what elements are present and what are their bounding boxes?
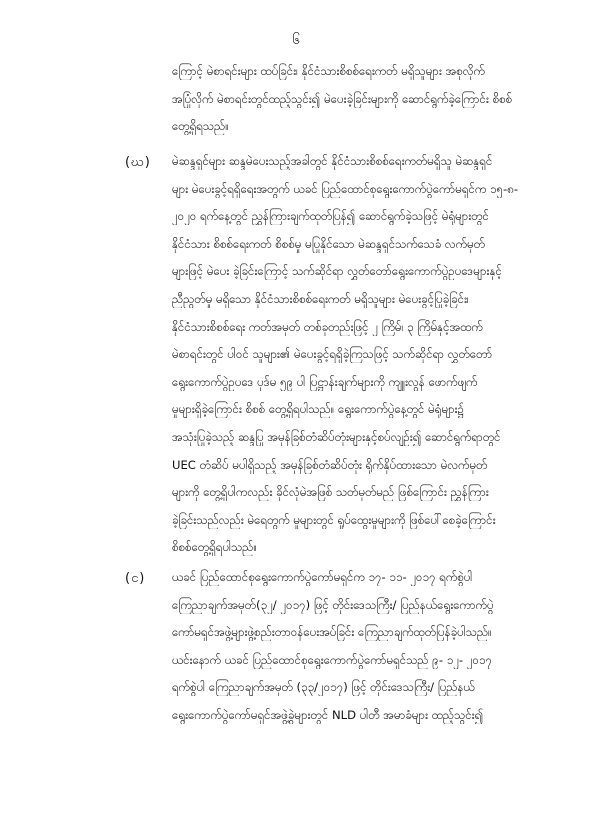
paragraph-line: ၂၀၂၀ ရက်နေ့တွင် ညွှန်ကြားချက်ထုတ်ပြန်၍ ဆောင်ရွက်ခဲ့သဖြင့် မဲရုံများတွင် — [172, 209, 489, 224]
paragraph-line: ကြောင့် မဲစာရင်းများ ထပ်ခြင်း၊ နိုင်ငံသားစိစစ်ရေးကတ် မရှိသူများ အစုလိုက် — [172, 64, 485, 78]
paragraph-line: ရွေးကောက်ပွဲဥပဒေ ပုဒ်မ ၅၉ ပါ ပြဋ္ဌာန်းချက်များကို ကျူးလွန် ဖောက်ဖျက် — [172, 374, 478, 389]
paragraph-line: မဲစာရင်းတွင် ပါဝင် သူများ၏ မဲပေးခွင့်ရရှိခဲ့ကြသဖြင့် သက်ဆိုင်ရာ လွှတ်တော် — [172, 347, 493, 362]
paragraph-line: အသုံးပြုခဲ့သည့် ဆန္ဒပြု အမှန်ခြစ်တံဆိပ်တုံးများနှင့်စပ်လျဉ်း၍ ဆောင်ရွက်ရာတွင် — [172, 430, 501, 444]
paragraph-line: ကြေညာချက်အမှတ်(၃၂/ ၂၀၁၇) ဖြင့် တိုင်းဒေသကြီး/ ပြည်နယ်ရွေးကောက်ပွဲ — [172, 597, 494, 612]
paragraph-line: မှုများရှိခဲ့ကြောင်း စိစစ် တွေ့ရှိရပါသည်။ ရွေးကောက်ပွဲနေ့တွင် မဲရုံများ၌ — [172, 402, 465, 417]
paragraph-line: အပြုံလိုက် မဲစာရင်းတွင်ထည့်သွင်း၍ မဲပေးခဲ့ခြင်းများကို ဆောင်ရွက်ခဲ့ကြောင်း စိစစ် — [172, 91, 513, 106]
paragraph-line: UEC တံဆိပ် မပါရှိသည့် အမှန်ခြစ်တံဆိပ်တုံး ရိုက်နှိပ်ထားသော မဲလက်မှတ် — [172, 457, 488, 472]
paragraph-line: နိုင်ငံသား စိစစ်ရေးကတ် စိစစ်မှု မပြုနိုင်သော မဲဆန္ဒရှင်သက်သေခံ လက်မှတ် — [172, 236, 486, 251]
paragraph-line: ယခင် ပြည်ထောင်စုရွေးကောက်ပွဲကော်မရှင်က ၁၇- ၁၁- ၂၀၁၇ ရက်စွဲပါ — [172, 570, 473, 584]
paragraph-label: (င) — [125, 571, 146, 586]
paragraph-line: တွေ့ရှိရသည်။ — [172, 119, 229, 133]
page-number: ၆ — [292, 33, 300, 48]
paragraph-line: မဲဆန္ဒရှင်များ ဆန္ဒမဲပေးသည့်အခါတွင် နိုင်ငံသားစိစစ်ရေးကတ်မရှိသူ မဲဆန္ဒရှင် — [172, 154, 493, 168]
paragraph-line: များ မဲပေးခွင့်ရရှိရေးအတွက် ယခင် ပြည်ထောင်စုရွေးကောက်ပွဲကော်မရှင်က ၁၅-၈- — [172, 181, 519, 196]
paragraph-line: ကော်မရှင်အဖွဲ့များဖွဲ့စည်းတာဝန်ပေးအပ်ခြင်း ကြေညာချက်ထုတ်ပြန်ခဲ့ပါသည်။ — [172, 625, 492, 640]
paragraph-line: စိစစ်တွေ့ရှိရပါသည်။ — [172, 540, 258, 555]
paragraph-line: ညီညွတ်မှု မရှိသော နိုင်ငံသားစိစစ်ရေးကတ် မရှိသူများ မဲပေးခွင့်ပြုခဲ့ခြင်း၊ — [172, 292, 469, 306]
paragraph-line: ခဲ့ခြင်းသည်လည်း မဲရေတွက် မှုများတွင် ရှုပ်ထွေးမှုများကို ဖြစ်ပေါ်စေခဲ့ကြောင်း — [172, 512, 496, 527]
paragraph-line: များဖြင့် မဲပေး ခဲ့ခြင်းကြောင့် သက်ဆိုင်ရာ လွှတ်တော်ရွေးကောက်ပွဲဥပဒေများနှင့် — [172, 264, 502, 279]
paragraph-line: ရွေးကောက်ပွဲကော်မရှင်အဖွဲ့ခွဲများတွင် NLD ပါတီ အမာခံများ ထည့်သွင်း၍ — [172, 708, 484, 722]
paragraph-line: နိုင်ငံသားစိစစ်ရေး ကတ်အမှတ် တစ်ခုတည်းဖြင့် ၂ ကြိမ်၊ ၃ ကြိမ်နှင့်အထက် — [172, 319, 483, 334]
paragraph-line: ယင်းနောက် ယခင် ပြည်ထောင်စုရွေးကောက်ပွဲကော်မရှင်သည် ၉- ၁၂- ၂၀၁၇ — [172, 652, 493, 667]
paragraph-label: (ဃ) — [125, 155, 151, 170]
paragraph-line: ရက်စွဲပါ ကြေညာချက်အမှတ် (၃၃/၂၀၁၇) ဖြင့် တိုင်းဒေသကြီး/ ပြည်နယ် — [172, 680, 475, 695]
paragraph-line: များကို တွေ့ရှိပါကလည်း ခိုင်လုံမဲအဖြစ် သတ်မှတ်မည် ဖြစ်ကြောင်း ညွှန်ကြား — [172, 485, 489, 500]
